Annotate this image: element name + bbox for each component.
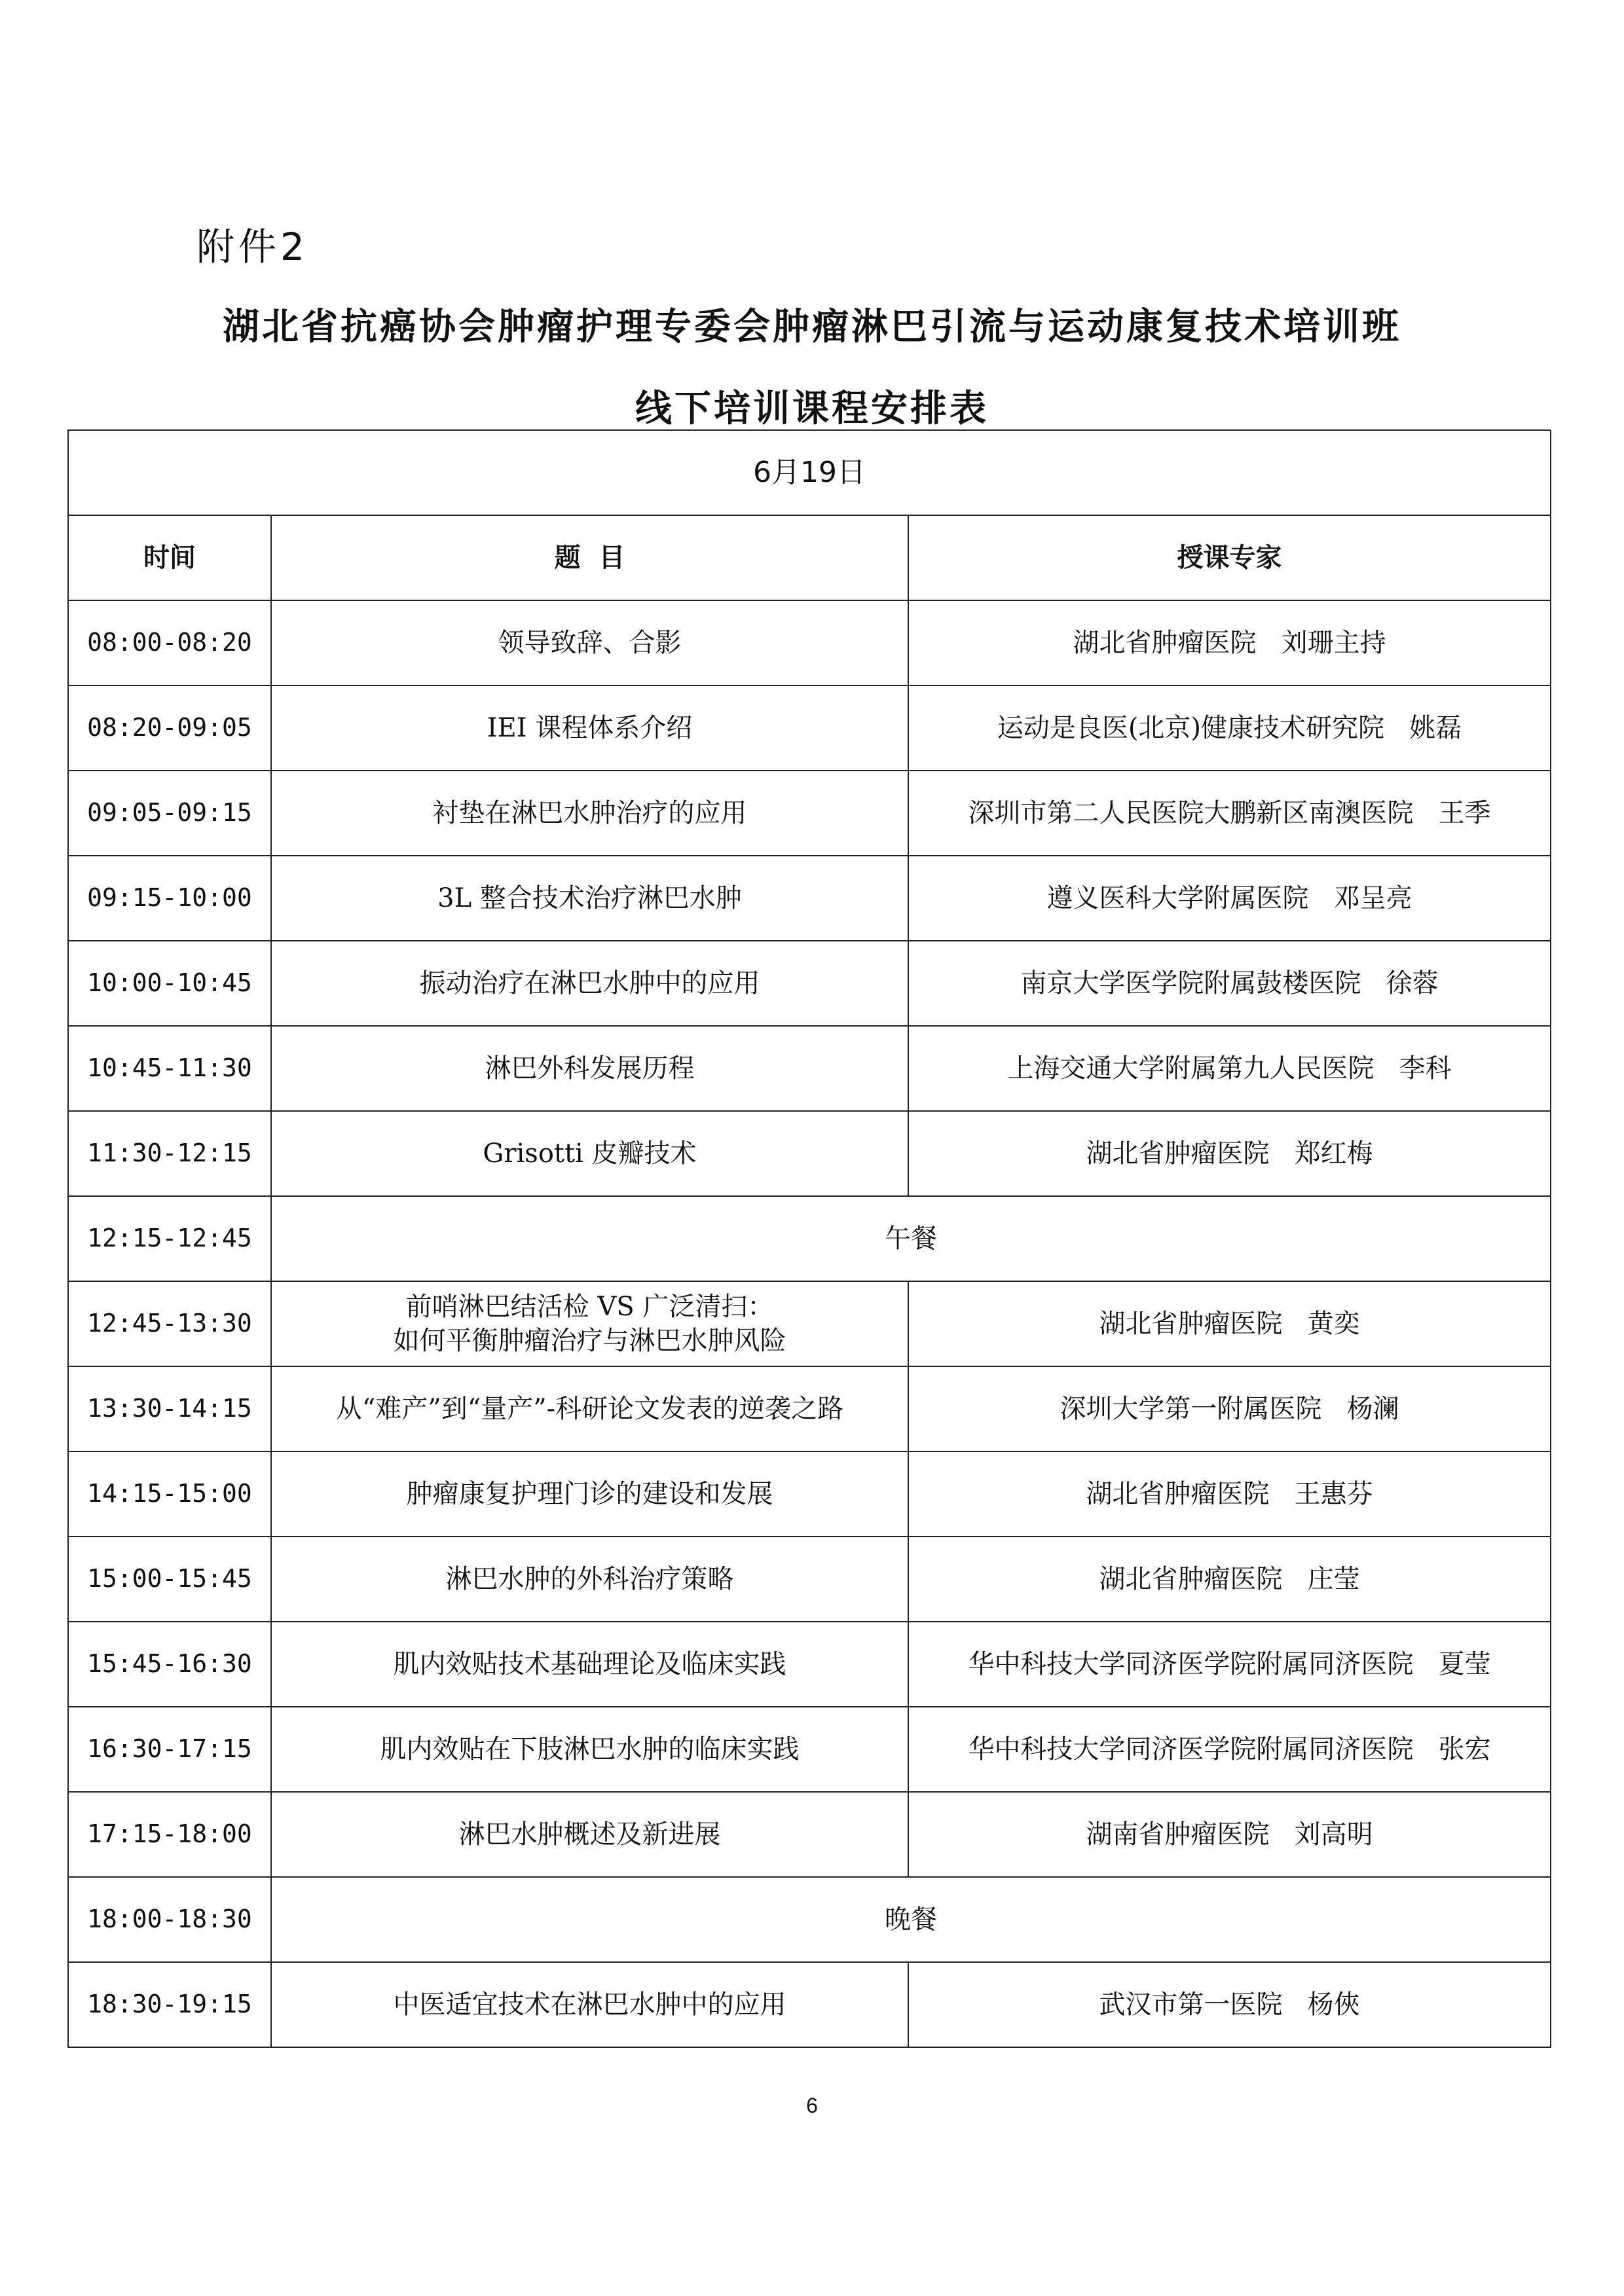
session-time: 18:30-19:15 <box>68 1962 271 2047</box>
session-time: 08:20-09:05 <box>68 685 271 771</box>
session-expert: 湖北省肿瘤医院 王惠芬 <box>908 1451 1551 1537</box>
session-topic: 振动治疗在淋巴水肿中的应用 <box>271 941 908 1026</box>
table-row <box>68 1196 1551 1281</box>
table-row <box>68 771 1551 856</box>
session-expert: 湖南省肿瘤医院 刘高明 <box>908 1792 1551 1877</box>
time-column-header: 时间 <box>68 515 271 600</box>
table-row <box>68 941 1551 1026</box>
table-row <box>68 856 1551 941</box>
table-row <box>68 1962 1551 2047</box>
session-time: 15:00-15:45 <box>68 1537 271 1622</box>
table-row <box>68 600 1551 685</box>
table-row <box>68 1707 1551 1792</box>
session-topic: 中医适宜技术在淋巴水肿中的应用 <box>271 1962 908 2047</box>
document-subtitle: 线下培训课程安排表 <box>635 388 989 430</box>
date-row <box>68 430 1551 515</box>
session-time: 12:45-13:30 <box>68 1281 271 1366</box>
session-expert: 湖北省肿瘤医院 黄奕 <box>908 1281 1551 1366</box>
session-expert: 华中科技大学同济医学院附属同济医院 夏莹 <box>908 1622 1551 1707</box>
session-expert: 遵义医科大学附属医院 邓呈亮 <box>908 856 1551 941</box>
document-title: 湖北省抗癌协会肿瘤护理专委会肿瘤淋巴引流与运动康复技术培训班 <box>223 306 1401 348</box>
session-expert: 上海交通大学附属第九人民医院 李科 <box>908 1026 1551 1111</box>
session-time: 09:05-09:15 <box>68 771 271 856</box>
session-topic: 肌内效贴在下肢淋巴水肿的临床实践 <box>271 1707 908 1792</box>
session-topic: 3L 整合技术治疗淋巴水肿 <box>271 856 908 941</box>
session-topic: Grisotti 皮瓣技术 <box>271 1111 908 1196</box>
table-row <box>68 1792 1551 1877</box>
topic-column-header: 题 目 <box>271 515 908 600</box>
session-time: 12:15-12:45 <box>68 1196 271 1281</box>
session-expert: 湖北省肿瘤医院 刘珊主持 <box>908 600 1551 685</box>
session-expert: 武汉市第一医院 杨俠 <box>908 1962 1551 2047</box>
session-topic: 衬垫在淋巴水肿治疗的应用 <box>271 771 908 856</box>
table-row <box>68 1111 1551 1196</box>
session-expert: 运动是良医(北京)健康技术研究院 姚磊 <box>908 685 1551 771</box>
session-topic-line: 如何平衡肿瘤治疗与淋巴水肿风险 <box>393 1326 786 1356</box>
schedule-table <box>67 429 1551 2048</box>
session-topic: IEI 课程体系介绍 <box>271 685 908 771</box>
header-row <box>68 515 1551 600</box>
table-row <box>68 1451 1551 1537</box>
schedule-date: 6月19日 <box>68 430 1551 515</box>
break-label: 午餐 <box>271 1196 1551 1281</box>
session-expert: 湖北省肿瘤医院 郑红梅 <box>908 1111 1551 1196</box>
break-label: 晚餐 <box>271 1877 1551 1962</box>
session-expert: 深圳市第二人民医院大鹏新区南澳医院 王季 <box>908 771 1551 856</box>
session-expert: 华中科技大学同济医学院附属同济医院 张宏 <box>908 1707 1551 1792</box>
session-time: 10:45-11:30 <box>68 1026 271 1111</box>
table-row <box>68 685 1551 771</box>
table-row <box>68 1622 1551 1707</box>
session-time: 09:15-10:00 <box>68 856 271 941</box>
table-row <box>68 1537 1551 1622</box>
table-row <box>68 1366 1551 1451</box>
session-topic-line: 前哨淋巴结活检 VS 广泛清扫： <box>405 1292 774 1322</box>
session-topic: 淋巴外科发展历程 <box>271 1026 908 1111</box>
session-topic: 领导致辞、合影 <box>271 600 908 685</box>
session-time: 18:00-18:30 <box>68 1877 271 1962</box>
session-topic: 肿瘤康复护理门诊的建设和发展 <box>271 1451 908 1537</box>
expert-column-header: 授课专家 <box>908 515 1551 600</box>
session-topic: 肌内效贴技术基础理论及临床实践 <box>271 1622 908 1707</box>
session-time: 13:30-14:15 <box>68 1366 271 1451</box>
table-row <box>68 1281 1551 1366</box>
session-expert: 深圳大学第一附属医院 杨澜 <box>908 1366 1551 1451</box>
session-time: 17:15-18:00 <box>68 1792 271 1877</box>
session-expert: 南京大学医学院附属鼓楼医院 徐蓉 <box>908 941 1551 1026</box>
session-topic: 从“难产”到“量产”-科研论文发表的逆袭之路 <box>271 1366 908 1451</box>
table-row <box>68 1877 1551 1962</box>
session-time: 15:45-16:30 <box>68 1622 271 1707</box>
table-row <box>68 1026 1551 1111</box>
session-expert: 湖北省肿瘤医院 庄莹 <box>908 1537 1551 1622</box>
session-time: 14:15-15:00 <box>68 1451 271 1537</box>
page-number: 6 <box>806 2094 818 2117</box>
session-time: 08:00-08:20 <box>68 600 271 685</box>
schedule-body <box>68 600 1551 2047</box>
session-time: 10:00-10:45 <box>68 941 271 1026</box>
session-time: 16:30-17:15 <box>68 1707 271 1792</box>
session-time: 11:30-12:15 <box>68 1111 271 1196</box>
session-topic: 淋巴水肿概述及新进展 <box>271 1792 908 1877</box>
attachment-label: 附件2 <box>196 225 308 269</box>
session-topic: 淋巴水肿的外科治疗策略 <box>271 1537 908 1622</box>
session-topic <box>271 1281 908 1366</box>
